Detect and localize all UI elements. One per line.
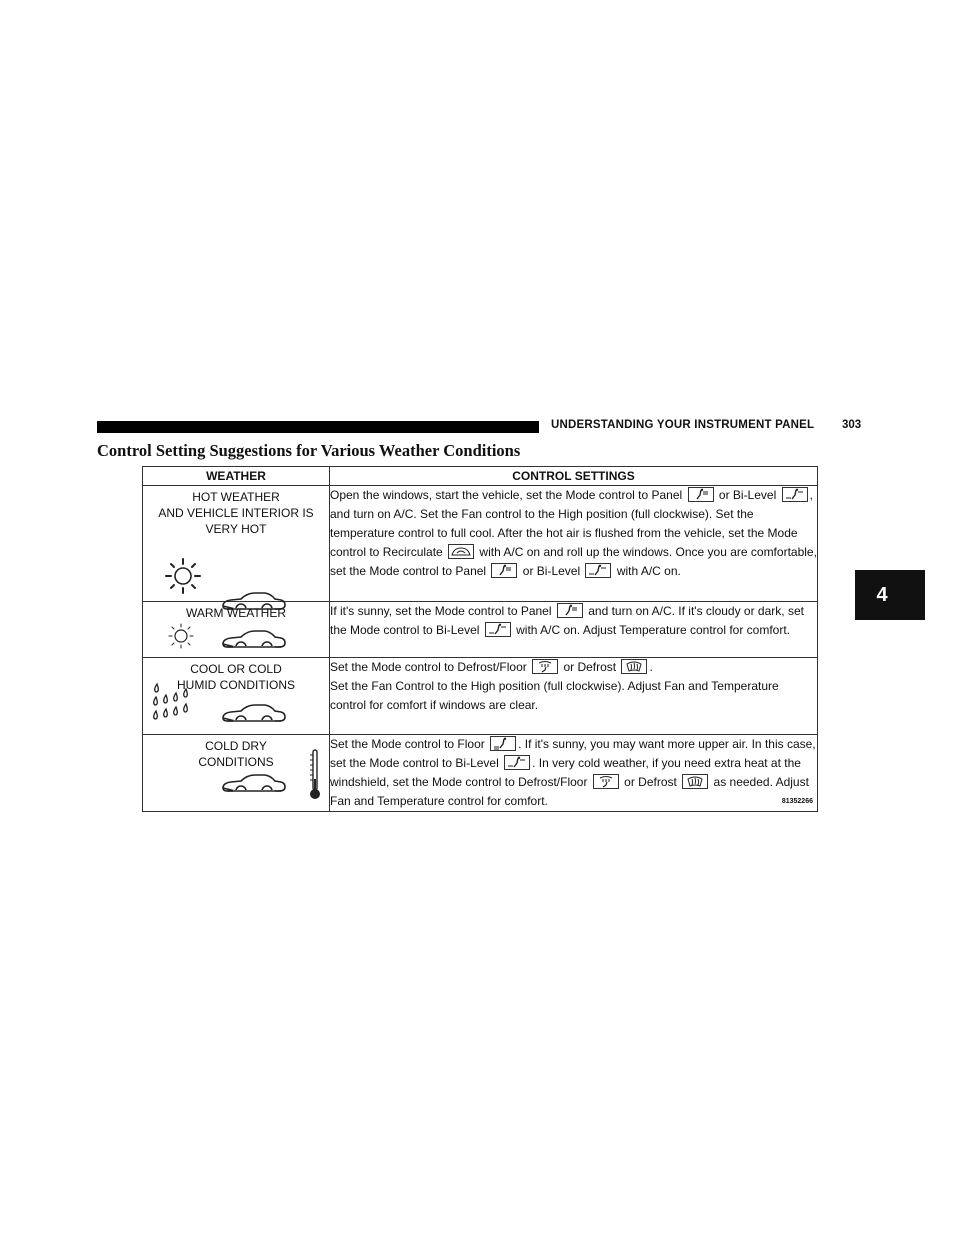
weather-cell bbox=[143, 602, 330, 658]
section-title: Control Setting Suggestions for Various Weather Conditions bbox=[97, 441, 521, 460]
defrost-floor-mode-icon bbox=[593, 774, 619, 789]
panel-mode-icon bbox=[557, 603, 583, 618]
chapter-tab: 4 bbox=[855, 570, 925, 620]
thermometer-icon bbox=[307, 749, 323, 801]
control-settings-column-header: CONTROL SETTINGS bbox=[330, 467, 818, 486]
weather-cell bbox=[143, 486, 330, 602]
weather-cell bbox=[143, 658, 330, 735]
sun-icon bbox=[163, 556, 203, 596]
panel-mode-icon bbox=[491, 563, 517, 578]
defrost-mode-icon bbox=[682, 774, 708, 789]
weather-control-table bbox=[142, 466, 818, 812]
page-number: 303 bbox=[842, 419, 862, 431]
car-icon bbox=[221, 702, 287, 726]
table-row bbox=[143, 658, 818, 735]
weather-label: COOL OR COLD HUMID CONDITIONS bbox=[177, 662, 295, 692]
recirculate-icon bbox=[448, 544, 474, 559]
defrost-floor-mode-icon bbox=[532, 659, 558, 674]
bi-level-mode-icon bbox=[585, 563, 611, 578]
floor-mode-icon bbox=[490, 736, 516, 751]
sun-small-icon bbox=[166, 621, 196, 651]
control-settings-cell: Open the windows, start the vehicle, set the Mode control to Panel or Bi-Level , and turn on A/C. Set the Fan control to the High position (full clockwise). Set the temperature control to full cool. After the hot air is flushed from the vehicle, set the Mode control to Recirculate with A/C on and roll up the windows. Once you are comfortable, set the Mode control to Panel or Bi-Level with A/C on. bbox=[330, 486, 818, 602]
bi-level-mode-icon bbox=[782, 487, 808, 502]
bi-level-mode-icon bbox=[485, 622, 511, 637]
control-settings-cell: Set the Mode control to Floor . If it's sunny, you may want more upper air. In this case, set the Mode control to Bi-Level . In very cold weather, if you need extra heat at the windshield, set the Mode control to Defrost/Floor or Defrost as needed. Adjust Fan and Temperature control for comfort. 81352266 bbox=[330, 735, 818, 812]
weather-label: WARM WEATHER bbox=[186, 606, 286, 620]
running-header: UNDERSTANDING YOUR INSTRUMENT PANEL bbox=[551, 419, 815, 431]
panel-mode-icon bbox=[688, 487, 714, 502]
weather-label: COLD DRY CONDITIONS bbox=[198, 739, 274, 769]
control-settings-cell: If it's sunny, set the Mode control to Panel and turn on A/C. If it's cloudy or dark, set the Mode control to Bi-Level with A/C on. Adjust Temperature control for comfort. bbox=[330, 602, 818, 658]
table-header-row bbox=[143, 467, 818, 486]
table-row bbox=[143, 486, 818, 602]
header-rule bbox=[97, 421, 539, 433]
defrost-mode-icon bbox=[621, 659, 647, 674]
weather-label: HOT WEATHER AND VEHICLE INTERIOR IS VERY HOT bbox=[158, 490, 314, 536]
weather-cell bbox=[143, 735, 330, 812]
weather-column-header: WEATHER bbox=[143, 467, 330, 486]
car-icon bbox=[221, 628, 287, 652]
bi-level-mode-icon bbox=[504, 755, 530, 770]
figure-id: 81352266 bbox=[781, 798, 813, 805]
raindrops-icon bbox=[152, 682, 194, 724]
table-row bbox=[143, 602, 818, 658]
control-settings-cell: Set the Mode control to Defrost/Floor or Defrost . Set the Fan Control to the High position (full clockwise). Adjust Fan and Temperature control for comfort if windows are clear. bbox=[330, 658, 818, 735]
car-icon bbox=[221, 772, 287, 796]
table-row bbox=[143, 735, 818, 812]
